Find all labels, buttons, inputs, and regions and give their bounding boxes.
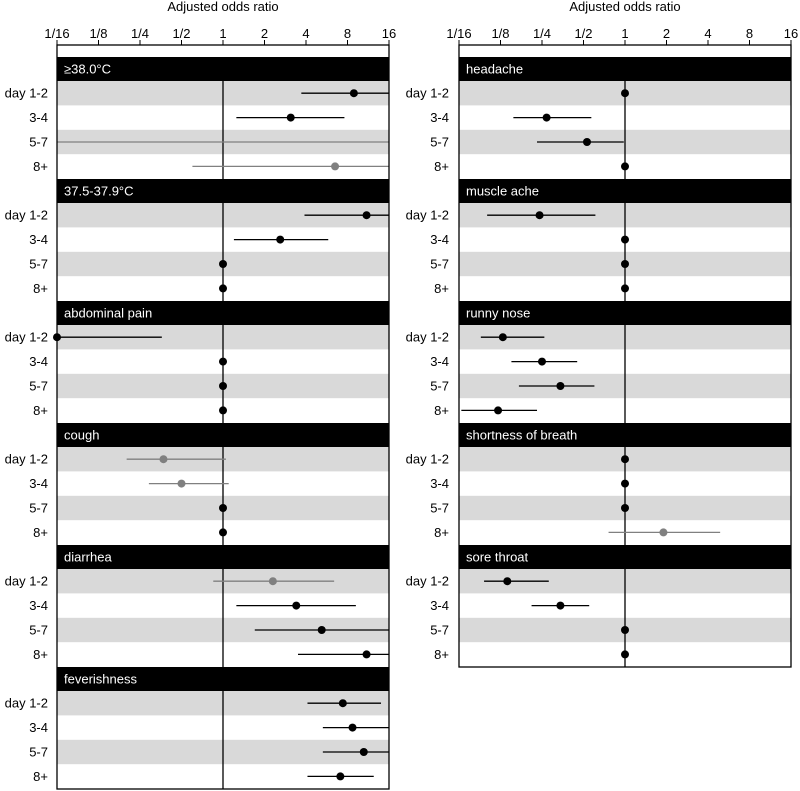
point-estimate <box>331 162 339 170</box>
row-label: 5-7 <box>29 622 48 638</box>
row-label: 3-4 <box>430 476 449 492</box>
point-estimate <box>621 504 629 512</box>
row-label: 5-7 <box>29 256 48 272</box>
tick-label: 1/2 <box>172 26 191 41</box>
point-estimate <box>556 602 564 610</box>
tick-label: 4 <box>302 26 310 41</box>
row-label: 8+ <box>33 280 48 296</box>
row-label: day 1-2 <box>4 85 48 101</box>
row-label: 3-4 <box>430 110 449 126</box>
panel-shortness-of-breath <box>406 423 791 540</box>
row-label: 8+ <box>434 158 449 174</box>
row-label: 8+ <box>33 524 48 540</box>
point-estimate <box>621 89 629 97</box>
tick-label: 1/16 <box>446 26 472 41</box>
point-estimate <box>219 358 227 366</box>
panel-title: feverishness <box>64 671 137 687</box>
row-label: 5-7 <box>29 744 48 760</box>
panel-title: shortness of breath <box>466 427 578 443</box>
panel-abdominal-pain <box>5 301 389 418</box>
row-label: day 1-2 <box>405 207 449 223</box>
tick-label: 8 <box>343 26 352 41</box>
row-label: 5-7 <box>430 378 449 394</box>
row-label: 8+ <box>434 402 449 418</box>
point-estimate <box>494 406 502 414</box>
column-1 <box>5 0 397 789</box>
row-label: 8+ <box>33 646 48 662</box>
row-label: 3-4 <box>29 354 48 370</box>
point-estimate <box>219 382 227 390</box>
tick-label: 2 <box>662 26 671 41</box>
point-estimate <box>276 236 284 244</box>
panel-diarrhea <box>5 545 389 662</box>
row-label: day 1-2 <box>4 573 48 589</box>
point-estimate <box>503 577 511 585</box>
row-label: 8+ <box>33 402 48 418</box>
tick-label: 1/8 <box>89 26 108 41</box>
row-label: day 1-2 <box>4 207 48 223</box>
point-estimate <box>659 528 667 536</box>
point-estimate <box>556 382 564 390</box>
panel-sore-throat <box>406 545 791 662</box>
point-estimate <box>621 455 629 463</box>
point-estimate <box>621 162 629 170</box>
tick-label: 1/4 <box>130 26 150 41</box>
row-label: 8+ <box>434 524 449 540</box>
point-estimate <box>349 724 357 732</box>
point-estimate <box>292 602 300 610</box>
row-label: day 1-2 <box>405 573 449 589</box>
point-estimate <box>536 211 544 219</box>
row-label: 3-4 <box>29 110 48 126</box>
row-label: 8+ <box>33 768 48 784</box>
row-label: 5-7 <box>430 500 449 516</box>
point-estimate <box>336 772 344 780</box>
tick-label: 1/8 <box>491 26 510 41</box>
row-label: day 1-2 <box>4 695 48 711</box>
tick-label: 2 <box>260 26 269 41</box>
point-estimate <box>538 358 546 366</box>
row-label: day 1-2 <box>405 329 449 345</box>
panel-title: abdominal pain <box>64 305 153 321</box>
point-estimate <box>621 650 629 658</box>
point-estimate <box>621 260 629 268</box>
point-estimate <box>621 284 629 292</box>
point-estimate <box>583 138 591 146</box>
panel-title: sore throat <box>466 549 529 565</box>
row-label: 3-4 <box>430 598 449 614</box>
point-estimate <box>219 260 227 268</box>
column-2 <box>406 0 799 667</box>
panel-runny-nose <box>406 301 791 418</box>
panel-headache <box>406 57 791 174</box>
tick-label: 16 <box>381 26 397 41</box>
point-estimate <box>363 650 371 658</box>
tick-label: 1 <box>219 26 227 41</box>
tick-label: 1/4 <box>532 26 552 41</box>
tick-label: 4 <box>704 26 712 41</box>
point-estimate <box>350 89 358 97</box>
point-estimate <box>499 333 507 341</box>
panel-title: diarrhea <box>64 549 112 565</box>
point-estimate <box>159 455 167 463</box>
row-label: 3-4 <box>430 232 449 248</box>
panel-title: muscle ache <box>466 183 539 199</box>
point-estimate <box>219 504 227 512</box>
point-estimate <box>219 284 227 292</box>
panel-title: 37.5-37.9°C <box>64 183 134 199</box>
point-estimate <box>219 406 227 414</box>
row-label: 5-7 <box>430 256 449 272</box>
panel-title: headache <box>466 61 524 77</box>
row-label: 8+ <box>434 646 449 662</box>
row-label: 3-4 <box>430 354 449 370</box>
row-label: day 1-2 <box>4 451 48 467</box>
point-estimate <box>339 699 347 707</box>
row-label: 8+ <box>434 280 449 296</box>
point-estimate <box>621 626 629 634</box>
point-estimate <box>621 236 629 244</box>
row-label: 3-4 <box>29 598 48 614</box>
panel-title: ≥38.0°C <box>64 61 112 77</box>
row-label: 3-4 <box>29 720 48 736</box>
row-label: 3-4 <box>29 476 48 492</box>
panel--38-0-c <box>5 57 389 174</box>
tick-label: 1 <box>621 26 629 41</box>
panel-feverishness <box>5 667 389 784</box>
tick-label: 1/16 <box>44 26 70 41</box>
point-estimate <box>621 480 629 488</box>
point-estimate <box>287 114 295 122</box>
row-label: 5-7 <box>29 134 48 150</box>
point-estimate <box>543 114 551 122</box>
row-label: 5-7 <box>29 378 48 394</box>
tick-label: 16 <box>783 26 799 41</box>
row-label: day 1-2 <box>405 451 449 467</box>
point-estimate <box>178 480 186 488</box>
tick-label: 1/2 <box>574 26 593 41</box>
point-estimate <box>269 577 277 585</box>
point-estimate <box>219 528 227 536</box>
tick-label: 8 <box>745 26 754 41</box>
panel-37-5-37-9-c <box>5 179 389 296</box>
row-label: 5-7 <box>430 134 449 150</box>
row-label: 5-7 <box>430 622 449 638</box>
point-estimate <box>318 626 326 634</box>
axis-title: Adjusted odds ratio <box>569 0 681 14</box>
panel-title: runny nose <box>466 305 531 321</box>
row-label: 8+ <box>33 158 48 174</box>
point-estimate <box>363 211 371 219</box>
panel-cough <box>5 423 389 540</box>
row-label: day 1-2 <box>405 85 449 101</box>
axis-title: Adjusted odds ratio <box>167 0 279 14</box>
point-estimate <box>360 748 368 756</box>
row-label: 5-7 <box>29 500 48 516</box>
row-label: 3-4 <box>29 232 48 248</box>
panel-title: cough <box>64 427 100 443</box>
row-label: day 1-2 <box>4 329 48 345</box>
panel-muscle-ache <box>406 179 791 296</box>
